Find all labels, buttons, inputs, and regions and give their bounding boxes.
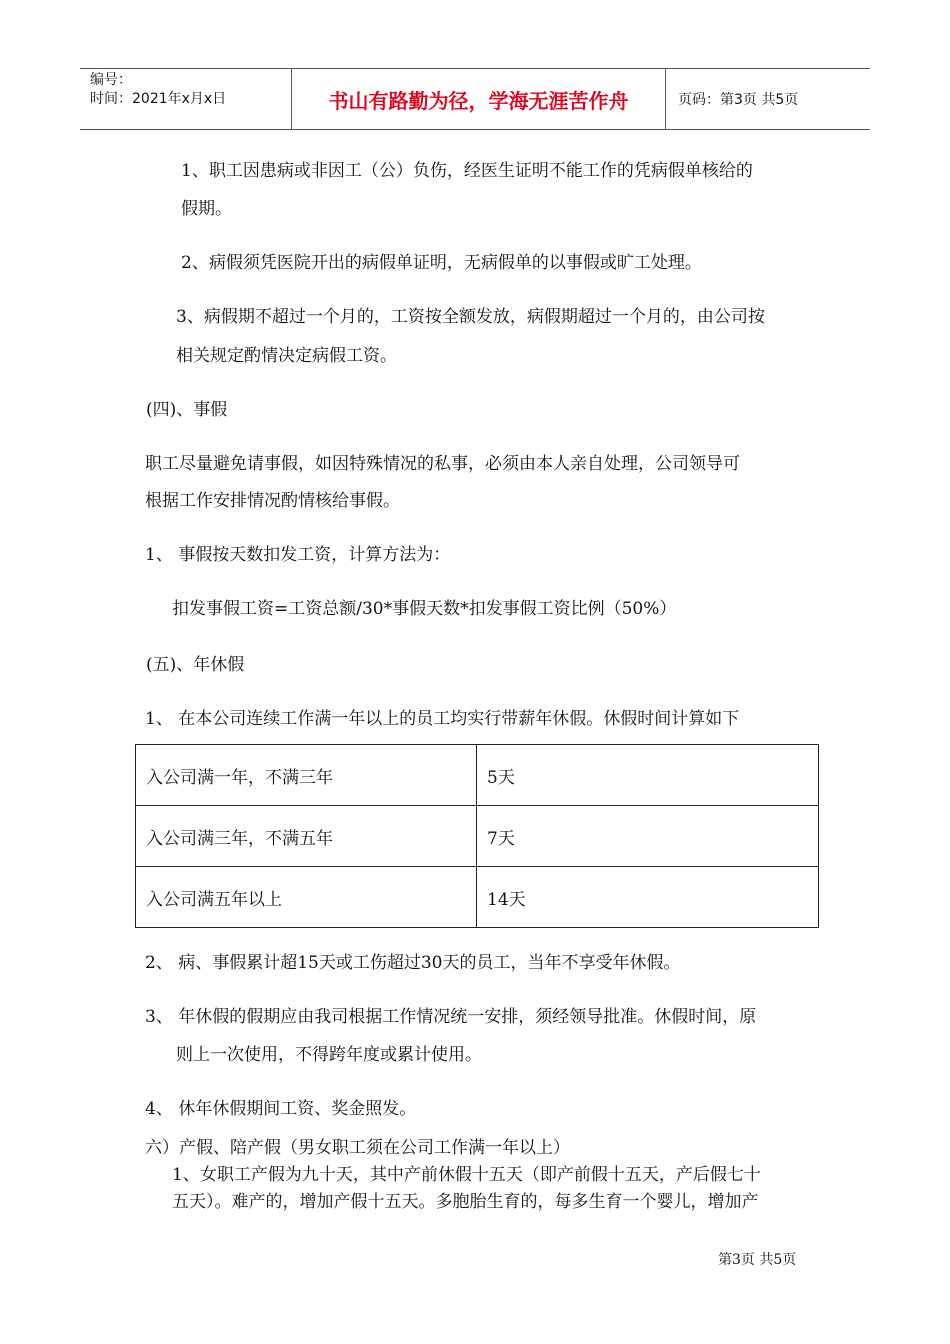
table-cell-days: 7天 (477, 806, 819, 867)
section-5-item-2: 2、 病、事假累计超15天或工伤超过30天的员工，当年不享受年休假。 (145, 953, 681, 973)
table-cell-days: 5天 (477, 745, 819, 806)
section-5-title: (五)、年休假 (146, 655, 245, 675)
section-6-item-1-line-1: 1、女职工产假为九十天，其中产前休假十五天（即产前假十五天，产后假七十 (172, 1165, 761, 1185)
sick-leave-item-3-line-2: 相关规定酌情决定病假工资。 (176, 346, 397, 366)
table-cell-condition: 入公司满三年，不满五年 (136, 806, 477, 867)
section-4-formula: 扣发事假工资=工资总额/30*事假天数*扣发事假工资比例（50%） (172, 599, 677, 619)
table-row (136, 806, 819, 867)
header-page: 页码：第3页 共5页 (678, 92, 799, 108)
sick-leave-item-2: 2、病假须凭医院开出的病假单证明，无病假单的以事假或旷工处理。 (181, 253, 702, 273)
page-header (80, 68, 870, 130)
sick-leave-item-1-line-1: 1、职工因患病或非因工（公）负伤，经医生证明不能工作的凭病假单核给的 (181, 161, 753, 181)
page-footer: 第3页 共5页 (718, 1252, 797, 1268)
sick-leave-item-3-line-1: 3、病假期不超过一个月的，工资按全额发放，病假期超过一个月的，由公司按 (176, 307, 765, 327)
section-4-item-1: 1、 事假按天数扣发工资，计算方法为： (145, 545, 451, 565)
section-6-item-1-line-2: 五天）。难产的，增加产假十五天。多胞胎生育的，每多生育一个婴儿，增加产 (172, 1192, 759, 1212)
section-4-intro-line-2: 根据工作安排情况酌情核给事假。 (145, 491, 400, 511)
table-row (136, 745, 819, 806)
annual-leave-table (135, 744, 819, 928)
table-cell-condition: 入公司满五年以上 (136, 867, 477, 928)
sick-leave-item-1-line-2: 假期。 (181, 199, 232, 219)
header-meta (80, 69, 292, 129)
section-5-item-1: 1、 在本公司连续工作满一年以上的员工均实行带薪年休假。休假时间计算如下 (145, 709, 740, 729)
section-5-item-3-line-2: 则上一次使用，不得跨年度或累计使用。 (176, 1045, 482, 1065)
header-number: 编号： (90, 72, 132, 88)
section-6-title: 六）产假、陪产假（男女职工须在公司工作满一年以上） (145, 1138, 570, 1158)
table-cell-days: 14天 (477, 867, 819, 928)
header-time: 时间：2021年x月x日 (90, 91, 227, 107)
table-row (136, 867, 819, 928)
header-motto: 书山有路勤为径，学海无涯苦作舟 (292, 69, 666, 129)
section-5-item-3-line-1: 3、 年休假的假期应由我司根据工作情况统一安排，须经领导批准。休假时间，原 (145, 1007, 757, 1027)
section-4-title: (四)、事假 (146, 400, 228, 420)
section-4-intro-line-1: 职工尽量避免请事假，如因特殊情况的私事，必须由本人亲自处理，公司领导可 (145, 454, 740, 474)
section-5-item-4: 4、 休年休假期间工资、奖金照发。 (145, 1099, 417, 1119)
table-cell-condition: 入公司满一年，不满三年 (136, 745, 477, 806)
